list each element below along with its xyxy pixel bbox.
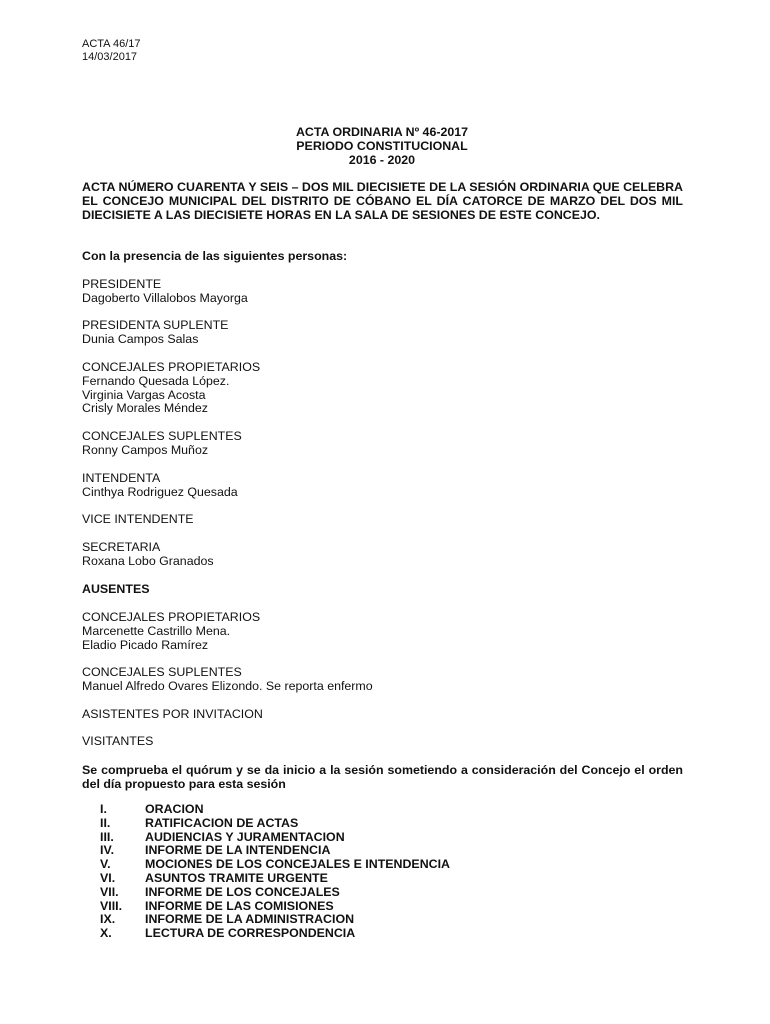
agenda-number: X.	[100, 926, 112, 941]
agenda-text: INFORME DE LA INTENDENCIA	[145, 843, 331, 858]
presence-heading: Con la presencia de las siguientes personas:	[82, 249, 348, 263]
absentee-name: Manuel Alfredo Ovares Elizondo. Se reporta enfermo	[82, 678, 373, 693]
agenda-item	[82, 900, 450, 914]
agenda-list	[82, 803, 450, 941]
presidente-section	[82, 278, 682, 306]
attendee-name: Crisly Morales Méndez	[82, 401, 209, 416]
ausentes-heading: AUSENTES	[82, 582, 150, 596]
section-label: CONCEJALES SUPLENTES	[82, 665, 242, 679]
agenda-number: V.	[100, 857, 111, 872]
agenda-text: MOCIONES DE LOS CONCEJALES E INTENDENCIA	[145, 857, 450, 872]
agenda-item	[82, 844, 450, 858]
section-label: CONCEJALES PROPIETARIOS	[82, 360, 261, 374]
agenda-text: INFORME DE LA ADMINISTRACION	[145, 912, 355, 927]
agenda-number: IV.	[100, 843, 115, 858]
title-line-2: PERIODO CONSTITUCIONAL	[296, 139, 468, 153]
attendee-name: Ronny Campos Muñoz	[82, 442, 209, 457]
agenda-item	[82, 886, 450, 900]
section-label: CONCEJALES PROPIETARIOS	[82, 610, 261, 624]
agenda-number: VII.	[100, 884, 119, 899]
concejales-propietarios-section	[82, 361, 682, 416]
presidenta-suplente-section	[82, 319, 682, 347]
agenda-text: ORACION	[145, 802, 204, 816]
absentee-name: Eladio Picado Ramírez	[82, 637, 209, 652]
absentee-name: Marcenette Castrillo Mena.	[82, 623, 231, 638]
ausentes-suplentes-section	[82, 666, 682, 694]
acta-reference: ACTA 46/17	[82, 38, 141, 50]
title-line-3: 2016 - 2020	[348, 153, 416, 167]
intro-paragraph: ACTA NÚMERO CUARENTA Y SEIS – DOS MIL DIECISIETE DE LA SESIÓN ORDINARIA QUE CELEBRA EL CONCEJO MUNICIPAL DEL DISTRITO DE CÓBANO EL DÍA CATORCE DE MARZO DEL DOS MIL DIECISIETE A LAS DIECISIETE HORAS EN LA SALA DE SESIONES DE ESTE CONCEJO.	[82, 180, 683, 222]
agenda-number: I.	[100, 802, 107, 816]
asistentes-label: ASISTENTES POR INVITACION	[82, 707, 263, 721]
section-label: PRESIDENTE	[82, 277, 162, 291]
agenda-item	[82, 817, 450, 831]
ausentes-propietarios-section	[82, 611, 682, 652]
vice-intendente-section	[82, 513, 682, 527]
attendee-name: Fernando Quesada López.	[82, 373, 230, 388]
section-label: SECRETARIA	[82, 540, 161, 554]
agenda-number: VIII.	[100, 898, 123, 913]
visitantes-label: VISITANTES	[82, 734, 154, 748]
agenda-text: INFORME DE LOS CONCEJALES	[145, 884, 340, 899]
section-label: INTENDENTA	[82, 471, 161, 485]
agenda-number: III.	[100, 829, 114, 844]
attendee-name: Roxana Lobo Granados	[82, 553, 214, 568]
attendee-name: Virginia Vargas Acosta	[82, 387, 206, 402]
agenda-text: INFORME DE LAS COMISIONES	[145, 898, 334, 913]
agenda-item	[82, 913, 450, 927]
intendenta-section	[82, 472, 682, 500]
attendee-name: Dagoberto Villalobos Mayorga	[82, 290, 248, 305]
agenda-text: LECTURA DE CORRESPONDENCIA	[145, 926, 356, 941]
agenda-text: AUDIENCIAS Y JURAMENTACION	[145, 829, 345, 844]
concejales-suplentes-section	[82, 430, 682, 458]
agenda-number: II.	[100, 815, 111, 830]
quorum-paragraph: Se comprueba el quórum y se da inicio a la sesión sometiendo a consideración del Concejo el orden del día propuesto para esta sesión	[82, 763, 683, 791]
acta-date: 14/03/2017	[82, 50, 138, 63]
secretaria-section	[82, 541, 682, 569]
agenda-item	[82, 803, 450, 817]
agenda-text: RATIFICACION DE ACTAS	[145, 815, 299, 830]
title-line-1: ACTA ORDINARIA Nº 46-2017	[295, 125, 469, 139]
attendee-name: Cinthya Rodriguez Quesada	[82, 484, 238, 499]
agenda-number: IX.	[100, 912, 116, 927]
section-label: VICE INTENDENTE	[82, 512, 194, 526]
agenda-item	[82, 927, 450, 941]
agenda-number: VI.	[100, 870, 116, 885]
agenda-item	[82, 872, 450, 886]
agenda-item	[82, 831, 450, 845]
agenda-text: ASUNTOS TRAMITE URGENTE	[145, 870, 328, 885]
attendee-name: Dunia Campos Salas	[82, 331, 199, 346]
section-label: PRESIDENTA SUPLENTE	[82, 318, 229, 332]
document-header	[82, 38, 141, 63]
agenda-item	[82, 858, 450, 872]
document-title	[82, 125, 682, 167]
section-label: CONCEJALES SUPLENTES	[82, 429, 242, 443]
